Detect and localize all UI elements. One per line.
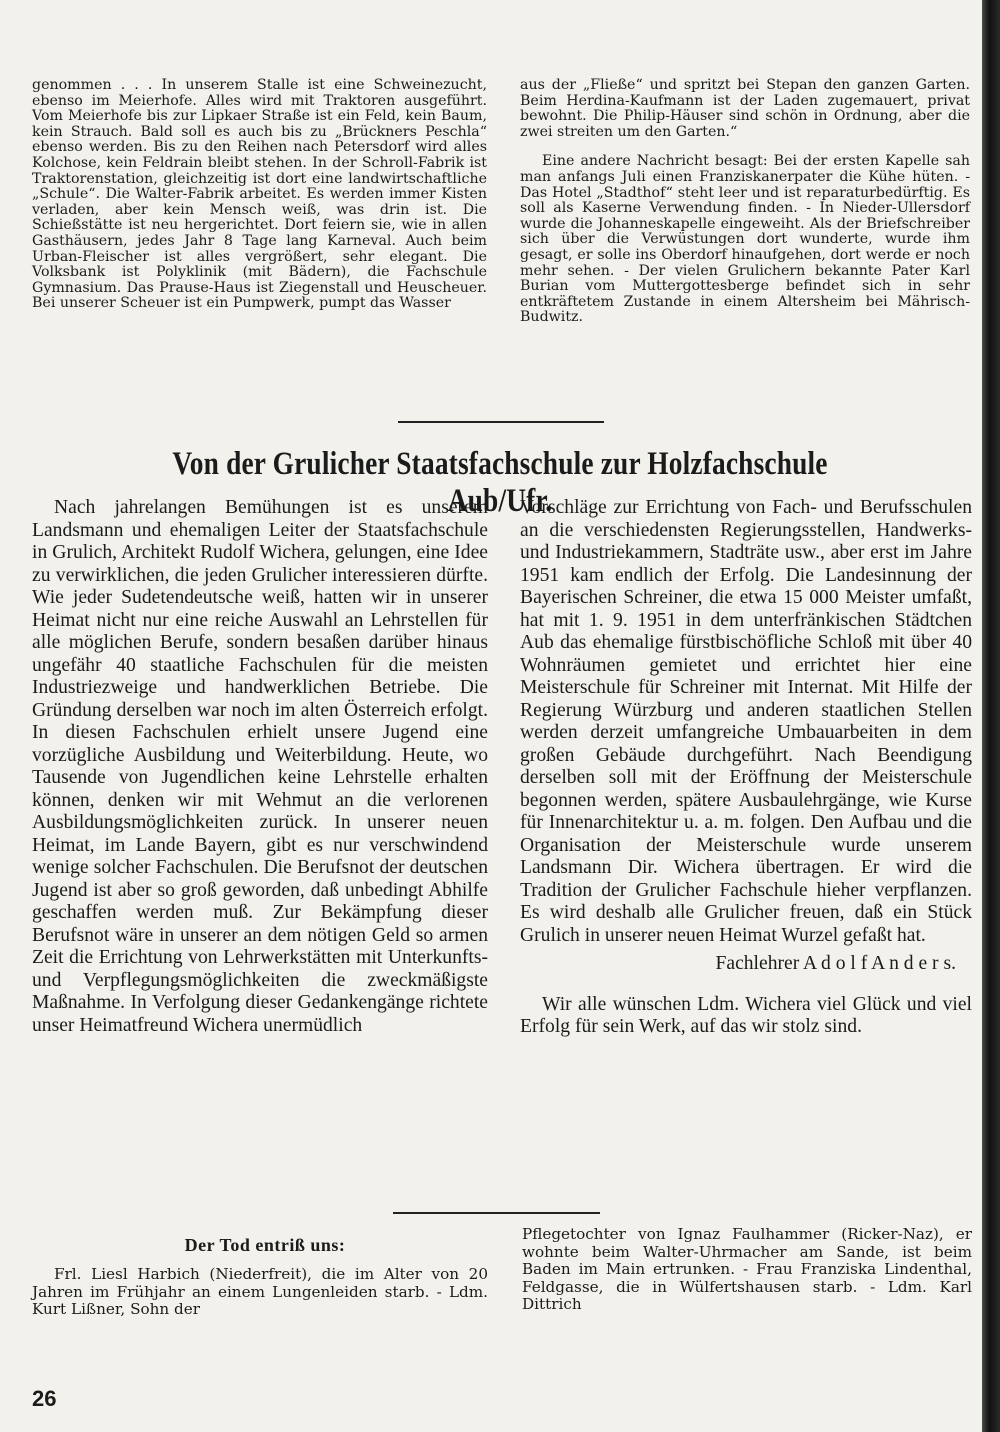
top-right-paragraph-2: Eine andere Nachricht besagt: Bei der ersten Kapelle sah man anfangs Juli einen Franziskanerpater die Kühe hüten. - Das Hotel „Stadthof“ steht leer und ist reparaturbedürftig. Es soll als Kaserne Verwendung finden. - In Nieder-Ullersdorf wurde die Johanneskapelle eingeweiht. Als der Briefschreiber sich über die Verwüstungen dort wunderte, wurde ihm gesagt, er solle ins Oberdorf hinaufgehen, dort werde er noch mehr sehen. - Der vielen Grulichern bekannte Pater Karl Burian vom Muttergottesberge befindet sich in sehr entkräftetem Zustande in einem Altersheim bei Mährisch-Budwitz. [520, 153, 970, 326]
top-left-column-text: genommen . . . In unserem Stalle ist eine Schweinezucht, ebenso im Meierhofe. Alles wird mit Traktoren ausgeführt. Vom Meierhofe bis zur Lipkaer Straße ist ein Feld, kein Baum, kein Strauch. Bald soll es auch bis zu „Brückners Peschla“ ebenso werden. Bis zu den Reihen nach Petersdorf wird alles Kolchose, kein Feldrain bleibt stehen. In der Schroll-Fabrik ist Traktorenstation, gleichzeitig ist dort eine landwirtschaftliche „Schule“. Die Walter-Fabrik arbeitet. Es werden immer Kisten verladen, aber kein Mensch weiß, was drin ist. Die Schießstätte ist neu hergerichtet. Dort feiern sie, wie in allen Gasthäusern, jedes Jahr 8 Tage lang Karneval. Auch beim Urban-Fleischer ist alles vergrößert, sehr elegant. Die Volksbank ist Polyklinik (mit Bädern), die Fachschule Gymnasium. Das Prause-Haus ist Ziegenstall und Heuscheuer. Bei unserer Scheuer ist ein Pumpwerk, pumpt das Wasser [32, 77, 487, 312]
section-divider-bottom [393, 1212, 600, 1214]
section-divider-top [398, 421, 604, 423]
page-number: 26 [32, 1386, 57, 1411]
article-headline: Von der Grulicher Staatsfachschule zur Holzfachschule Aub/Ufr. [172, 446, 828, 519]
article-right-text: Vorschläge zur Errichtung von Fach- und Berufsschulen an die verschiedensten Regierungsstellen, Handwerks- und Industriekammern, Stadträte usw., aber erst im Jahre 1951 kam endlich der Erfolg. Die Landesinnung der Bayerischen Schreiner, die etwa 15 000 Meister umfaßt, hat mit 1. 9. 1951 in dem unterfränkischen Städtchen Aub das ehemalige fürstbischöfliche Schloß mit über 40 Wohnräumen gemietet und errichtet hier eine Meisterschule für Schreiner mit Internat. Mit Hilfe der Regierung Würzburg und anderen staatlichen Stellen werden derzeit umfangreiche Umbauarbeiten in dem großen Gebäude durchgeführt. Nach Beendigung derselben soll mit der Eröffnung der Meisterschule begonnen werden, spätere Ausbaulehrgänge, wie Kurse für Innenarchitektur u. a. m. folgen. Den Aufbau und die Organisation der Meisterschule wurde unserem Landsmann Dir. Wichera übertragen. Er wird die Tradition der Grulicher Fachschule hieher verpflanzen. Es wird deshalb alle Grulicher freuen, daß ein Stück Grulich in unserer neuen Heimat Wurzel gefaßt hat. [520, 497, 972, 946]
top-right-column [520, 78, 970, 326]
obituary-left-text: Frl. Liesl Harbich (Niederfreit), die im Alter von 20 Jahren im Frühjahr an einem Lungenleiden starb. - Ldm. Kurt Lißner, Sohn der [32, 1265, 488, 1318]
article-right-column [520, 497, 972, 1039]
article-left-column: Nach jahrelangen Bemühungen ist es unserem Landsmann und ehemaligen Leiter der Staatsfachschule in Grulich, Architekt Rudolf Wichera, gelungen, eine Idee zu verwirklichen, die jeden Grulicher interessieren dürfte. Wie jeder Sudetendeutsche weiß, hatten wir in unserer Heimat nicht nur eine reiche Auswahl an Lehrstellen für alle möglichen Berufe, sondern besaßen darüber hinaus ungefähr 40 staatliche Fachschulen für die meisten Industriezweige und handwerklichen Betriebe. Die Gründung derselben war noch im alten Österreich erfolgt. In diesen Fachschulen erhielt unsere Jugend eine vorzügliche Ausbildung und Weiterbildung. Heute, wo Tausende von Jugendlichen keine Lehrstelle erhalten können, denken wir mit Wehmut an die verlorenen Ausbildungsmöglichkeiten zurück. In unserer neuen Heimat, im Lande Bayern, gibt es nur verschwindend wenige solcher Fachschulen. Die Berufsnot der deutschen Jugend ist aber so groß geworden, daß unbedingt Abhilfe geschaffen werden muß. Zur Bekämpfung dieser Berufsnot wäre in unserer an dem nötigen Geld so armen Zeit die Errichtung von Lehrwerkstätten mit Unterkunfts- und Verpflegungsmöglichkeiten die zweckmäßigste Maßnahme. In Verfolgung dieser Gedankengänge richtete unser Heimatfreund Wichera unermüdlich [32, 497, 488, 1036]
top-right-paragraph-1: aus der „Fließe“ und spritzt bei Stepan den ganzen Garten. Beim Herdina-Kaufmann ist der Laden zugemauert, privat bewohnt. Die Philip-Häuser sind schön in Ordnung, aber die zwei streiten um den Garten.“ [520, 77, 970, 140]
article-wish: Wir alle wünschen Ldm. Wichera viel Glück und viel Erfolg für sein Werk, auf das wir stolz sind. [520, 993, 972, 1037]
page-binding-edge [982, 0, 1000, 1432]
obituary-right-text: Pflegetochter von Ignaz Faulhammer (Ricker-Naz), er wohnte beim Walter-Uhrmacher am Sande, ist beim Baden im Main ertrunken. - Frau Franziska Lindenthal, Feldgasse, die in Wülfertshausen starb. - Ldm. Karl Dittrich [522, 1225, 972, 1313]
obituary-title: Der Tod entriß uns: [184, 1235, 346, 1255]
article-signature: Fachlehrer A d o l f A n d e r s. [715, 953, 956, 974]
